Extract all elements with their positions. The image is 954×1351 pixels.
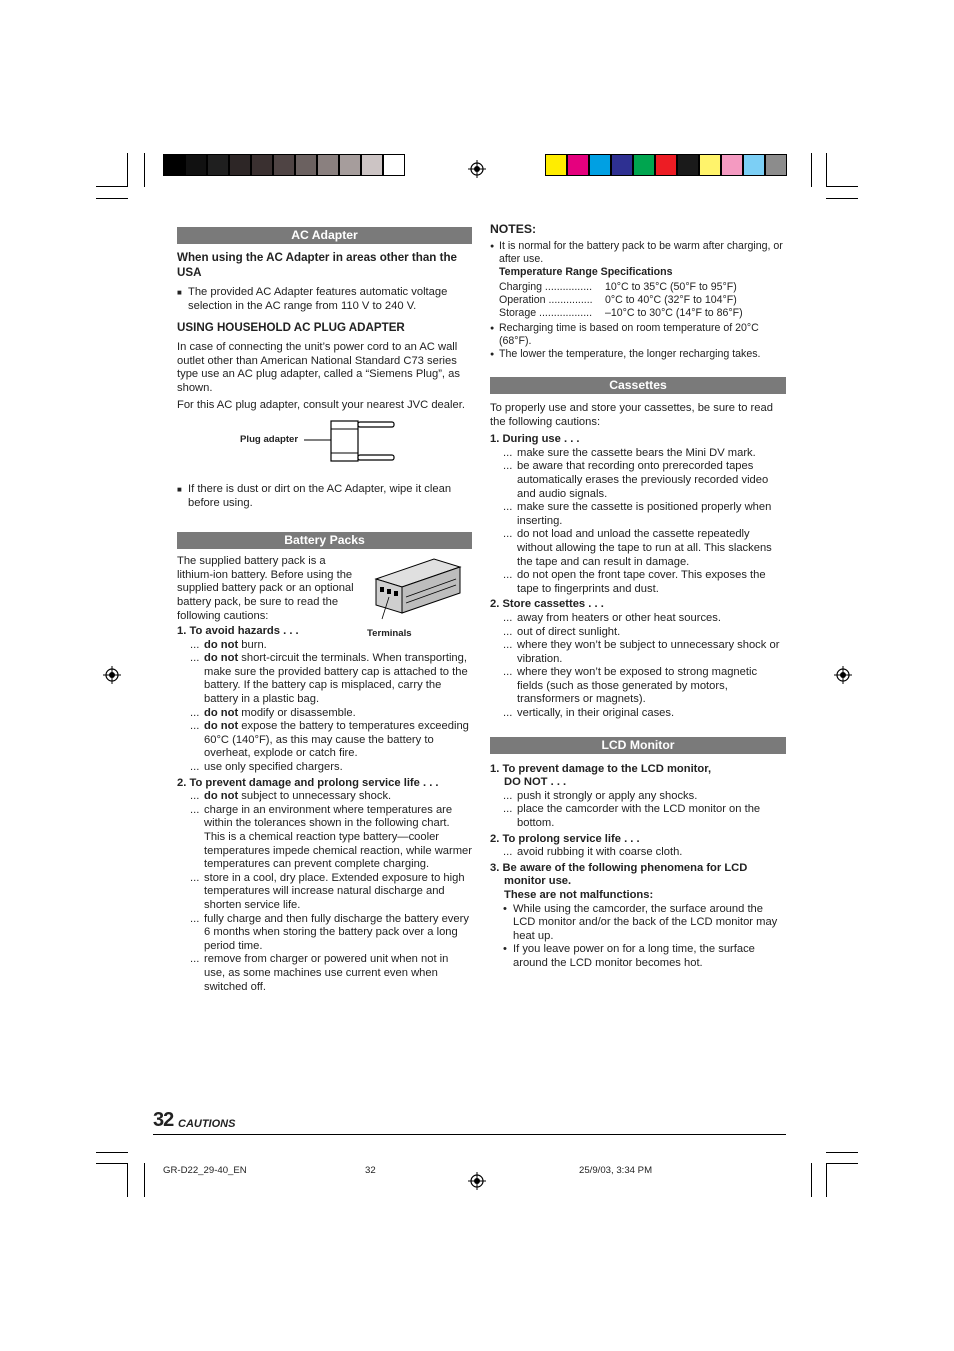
color-swatch xyxy=(721,154,743,176)
list-item xyxy=(490,460,786,501)
list-item xyxy=(490,707,786,721)
list-item-text: charge in an environment where temperatures are within the tolerances shown in the following chart. This is a chemical reaction type battery—cooler temperatures impede chemical reaction, while warmer temperatures can prevent complete charging. xyxy=(204,803,472,871)
battery-packs-heading: Battery Packs xyxy=(177,532,472,549)
color-swatch xyxy=(251,154,273,176)
list-item-text: vertically, in their original cases. xyxy=(517,707,675,720)
list-item-text: push it strongly or apply any shocks. xyxy=(517,789,698,802)
list-item-text: burn. xyxy=(238,638,267,651)
list-item-text: make sure the cassette is positioned properly when inserting. xyxy=(517,501,772,527)
list-item xyxy=(490,569,786,596)
list-item xyxy=(490,501,786,528)
color-swatch xyxy=(655,154,677,176)
list-item-text: remove from charger or powered unit when not in use, as some machines use current even when switched off. xyxy=(204,953,449,993)
crop-mark xyxy=(826,1163,858,1164)
list-item-text: expose the battery to temperatures exceeding 60°C (140°F), as this may cause the battery to overheat, explode or catch fire. xyxy=(204,720,469,760)
color-swatch xyxy=(361,154,383,176)
left-column xyxy=(177,227,472,994)
battery-hazards-list xyxy=(177,639,472,775)
plug-adapter-drawing xyxy=(304,417,399,469)
list-item xyxy=(490,846,786,860)
plug-heading: USING HOUSEHOLD AC PLUG ADAPTER xyxy=(177,321,405,335)
ellipsis-marker: ... xyxy=(190,871,200,884)
crop-mark xyxy=(96,198,128,199)
temp-row xyxy=(499,294,786,307)
list-item xyxy=(490,666,786,707)
registration-mark-icon xyxy=(468,1172,486,1190)
battery-section-2: 2. To prevent damage and prolong service life . . . xyxy=(177,776,439,789)
temp-range-heading: Temperature Range Specifications xyxy=(499,266,673,278)
ellipsis-marker: ... xyxy=(190,638,200,651)
ellipsis-marker: ... xyxy=(503,611,513,624)
registration-mark-icon xyxy=(103,666,121,684)
crop-mark xyxy=(826,198,858,199)
ellipsis-marker: ... xyxy=(190,761,200,774)
list-item xyxy=(177,953,472,994)
ellipsis-marker: ... xyxy=(503,846,513,859)
list-item-text: subject to unnecessary shock. xyxy=(238,790,392,803)
lcd-section-1: 1. To prevent damage to the LCD monitor, xyxy=(490,762,712,775)
list-item xyxy=(490,803,786,830)
list-item xyxy=(177,720,472,761)
list-item xyxy=(490,639,786,666)
color-swatch xyxy=(699,154,721,176)
crop-mark xyxy=(144,1163,145,1197)
lcd-section-1-donot: DO NOT . . . xyxy=(504,776,567,789)
registration-mark-icon xyxy=(834,666,852,684)
notes-heading: NOTES: xyxy=(490,222,537,236)
ellipsis-marker: ... xyxy=(503,625,513,638)
ellipsis-marker: ... xyxy=(190,652,200,665)
ellipsis-marker: ... xyxy=(190,803,200,816)
emphasis-text: do not xyxy=(204,638,239,651)
temp-row xyxy=(499,281,786,294)
crop-mark xyxy=(811,1163,812,1197)
color-swatch xyxy=(545,154,567,176)
emphasis-text: do not xyxy=(204,720,239,733)
cassettes-store-list xyxy=(490,612,786,721)
color-bar xyxy=(545,154,787,176)
emphasis-text: do not xyxy=(204,652,239,665)
list-item-text: do not load and unload the cassette repeatedly without allowing the tape to run at all. This slackens the tape and can result in damage. xyxy=(517,528,772,568)
cassettes-section-2: 2. Store cassettes . . . xyxy=(490,598,604,611)
list-item-text: where they won’t be exposed to strong magnetic fields (such as those generated by motors, transformers or magnets). xyxy=(517,666,758,706)
list-item-text: away from heaters or other heat sources. xyxy=(517,611,721,624)
footer-page: 32 xyxy=(365,1165,376,1176)
ellipsis-marker: ... xyxy=(503,528,513,541)
ellipsis-marker: ... xyxy=(190,912,200,925)
crop-mark xyxy=(826,186,858,187)
plug-figure xyxy=(177,417,472,475)
color-swatch xyxy=(633,154,655,176)
crop-mark xyxy=(826,1152,858,1153)
list-item xyxy=(490,790,786,804)
ellipsis-marker: ... xyxy=(190,790,200,803)
list-item-text: store in a cool, dry place. Extended exposure to high temperatures will increase natural discharge and shorten service life. xyxy=(204,871,465,911)
ellipsis-marker: ... xyxy=(503,501,513,514)
plug-adapter-label: Plug adapter xyxy=(240,433,299,445)
crop-mark xyxy=(96,1163,128,1164)
lcd-monitor-heading: LCD Monitor xyxy=(490,737,786,754)
lcd-section-3: 3. Be aware of the following phenomena for LCD monitor use. xyxy=(490,861,748,888)
lcd-service-list xyxy=(490,846,786,860)
lcd-damage-list xyxy=(490,790,786,831)
color-swatch xyxy=(229,154,251,176)
list-item-text: make sure the cassette bears the Mini DV mark. xyxy=(517,446,756,459)
list-item xyxy=(177,761,472,775)
list-item xyxy=(177,639,472,653)
ellipsis-marker: ... xyxy=(503,707,513,720)
crop-mark xyxy=(96,1152,128,1153)
right-column xyxy=(490,222,786,971)
ellipsis-marker: ... xyxy=(190,953,200,966)
emphasis-text: do not xyxy=(204,706,239,719)
color-swatch xyxy=(207,154,229,176)
ellipsis-marker: ... xyxy=(503,666,513,679)
battery-intro: The supplied battery pack is a lithium-ion battery. Before using the supplied battery pack or an optional battery pack, be sure to read the following cautions: xyxy=(177,555,354,622)
list-item xyxy=(177,652,472,706)
battery-pack-drawing xyxy=(372,553,464,625)
ac-dust-bullet: ■ If there is dust or dirt on the AC Adapter, wipe it clean before using. xyxy=(177,483,472,510)
ac-bullet: ■ The provided AC Adapter features automatic voltage selection in the AC range from 110 V to 240 V. xyxy=(177,286,472,313)
cassettes-section-1: 1. During use . . . xyxy=(490,433,580,446)
list-item-text: If you leave power on for a long time, the surface around the LCD monitor becomes hot. xyxy=(513,943,755,969)
color-swatch xyxy=(611,154,633,176)
note-item: ● The lower the temperature, the longer recharging takes. xyxy=(490,348,786,361)
ellipsis-marker: ... xyxy=(503,789,513,802)
color-swatch xyxy=(317,154,339,176)
list-item-text: use only specified chargers. xyxy=(204,761,343,774)
note-item: ● Recharging time is based on room temperature of 20°C (68°F). xyxy=(490,322,786,348)
list-item-text: be aware that recording onto prerecorded tapes automatically erases the previously recorded video and audio signals. xyxy=(517,460,769,500)
temp-condition: Storage .................. xyxy=(499,307,593,319)
list-item xyxy=(490,447,786,461)
emphasis-text: do not xyxy=(204,790,239,803)
crop-mark xyxy=(127,1163,128,1197)
grayscale-bar xyxy=(163,154,405,176)
list-item-text: While using the camcorder, the surface around the LCD monitor and/or the back of the LCD monitor may heat up. xyxy=(513,902,778,942)
color-swatch xyxy=(185,154,207,176)
color-swatch xyxy=(765,154,787,176)
ellipsis-marker: ... xyxy=(503,446,513,459)
temp-condition: Operation ............... xyxy=(499,294,593,306)
list-item-text: out of direct sunlight. xyxy=(517,625,621,638)
temp-range: –10°C to 30°C (14°F to 86°F) xyxy=(605,307,743,319)
temp-range: 0°C to 40°C (32°F to 104°F) xyxy=(605,294,737,306)
temp-row xyxy=(499,307,786,320)
bullet-marker: • xyxy=(503,943,507,956)
registration-mark-icon xyxy=(468,160,486,178)
lcd-section-2: 2. To prolong service life . . . xyxy=(490,832,640,845)
footer-file-name: GR-D22_29-40_EN xyxy=(163,1165,247,1176)
color-swatch xyxy=(163,154,185,176)
list-item xyxy=(490,612,786,626)
cassettes-heading: Cassettes xyxy=(490,377,786,394)
color-swatch xyxy=(383,154,405,176)
list-item-text: avoid rubbing it with coarse cloth. xyxy=(517,846,683,859)
ellipsis-marker: ... xyxy=(503,639,513,652)
list-item xyxy=(490,943,786,970)
color-swatch xyxy=(589,154,611,176)
list-item xyxy=(177,790,472,804)
ellipsis-marker: ... xyxy=(190,720,200,733)
battery-section-1: 1. To avoid hazards . . . xyxy=(177,625,299,638)
list-item xyxy=(490,903,786,944)
ellipsis-marker: ... xyxy=(503,460,513,473)
cassettes-intro: To properly use and store your cassettes, be sure to read the following cautions: xyxy=(490,402,773,428)
footer-timestamp: 25/9/03, 3:34 PM xyxy=(579,1165,653,1176)
list-item xyxy=(177,804,472,872)
ellipsis-marker: ... xyxy=(503,569,513,582)
crop-mark xyxy=(811,153,812,187)
list-item-text: short-circuit the terminals. When transporting, make sure the provided battery cap is attached to the battery. If the battery cap is misplaced, carry the battery in a plastic bag. xyxy=(204,652,468,706)
ac-subheading: When using the AC Adapter in areas other than the USA xyxy=(177,251,457,279)
list-item-text: fully charge and then fully discharge the battery every 6 months when storing the battery pack over a long period time. xyxy=(204,912,469,952)
ellipsis-marker: ... xyxy=(190,706,200,719)
temp-condition: Charging ................ xyxy=(499,281,593,293)
crop-mark xyxy=(96,186,128,187)
page-number: 32 xyxy=(153,1109,174,1131)
footer-rule xyxy=(153,1134,786,1135)
temp-range-table xyxy=(490,281,786,320)
color-swatch xyxy=(677,154,699,176)
color-swatch xyxy=(567,154,589,176)
crop-mark xyxy=(826,1163,827,1197)
color-swatch xyxy=(273,154,295,176)
crop-mark xyxy=(127,153,128,187)
temp-range: 10°C to 35°C (50°F to 95°F) xyxy=(605,281,737,293)
ellipsis-marker: ... xyxy=(503,803,513,816)
cassettes-use-list xyxy=(490,447,786,597)
list-item-text: place the camcorder with the LCD monitor on the bottom. xyxy=(517,803,761,830)
list-item xyxy=(490,626,786,640)
list-item xyxy=(177,913,472,954)
section-title: CAUTIONS xyxy=(178,1118,236,1130)
plug-paragraph: In case of connecting the unit’s power cord to an AC wall outlet other than American National Standard C73 series type use an AC plug adapter, called a “Siemens Plug”, as shown. xyxy=(177,340,460,394)
terminals-label: Terminals xyxy=(367,628,412,640)
lcd-phenomena-list xyxy=(490,903,786,971)
battery-service-list xyxy=(177,790,472,994)
lcd-section-3-note: These are not malfunctions: xyxy=(504,889,654,901)
color-swatch xyxy=(295,154,317,176)
list-item xyxy=(490,528,786,569)
list-item xyxy=(177,872,472,913)
bullet-marker: • xyxy=(503,902,507,915)
note-item: ● It is normal for the battery pack to be warm after charging, or after use. xyxy=(490,240,786,266)
list-item-text: modify or disassemble. xyxy=(238,706,356,719)
crop-mark xyxy=(144,153,145,187)
list-item-text: where they won’t be subject to unnecessary shock or vibration. xyxy=(517,639,780,665)
list-item-text: do not open the front tape cover. This exposes the tape to fingerprints and dust. xyxy=(517,569,766,595)
color-swatch xyxy=(743,154,765,176)
ac-adapter-heading: AC Adapter xyxy=(177,227,472,244)
color-swatch xyxy=(339,154,361,176)
plug-paragraph-dealer: For this AC plug adapter, consult your nearest JVC dealer. xyxy=(177,399,465,412)
list-item xyxy=(177,707,472,721)
crop-mark xyxy=(826,153,827,187)
